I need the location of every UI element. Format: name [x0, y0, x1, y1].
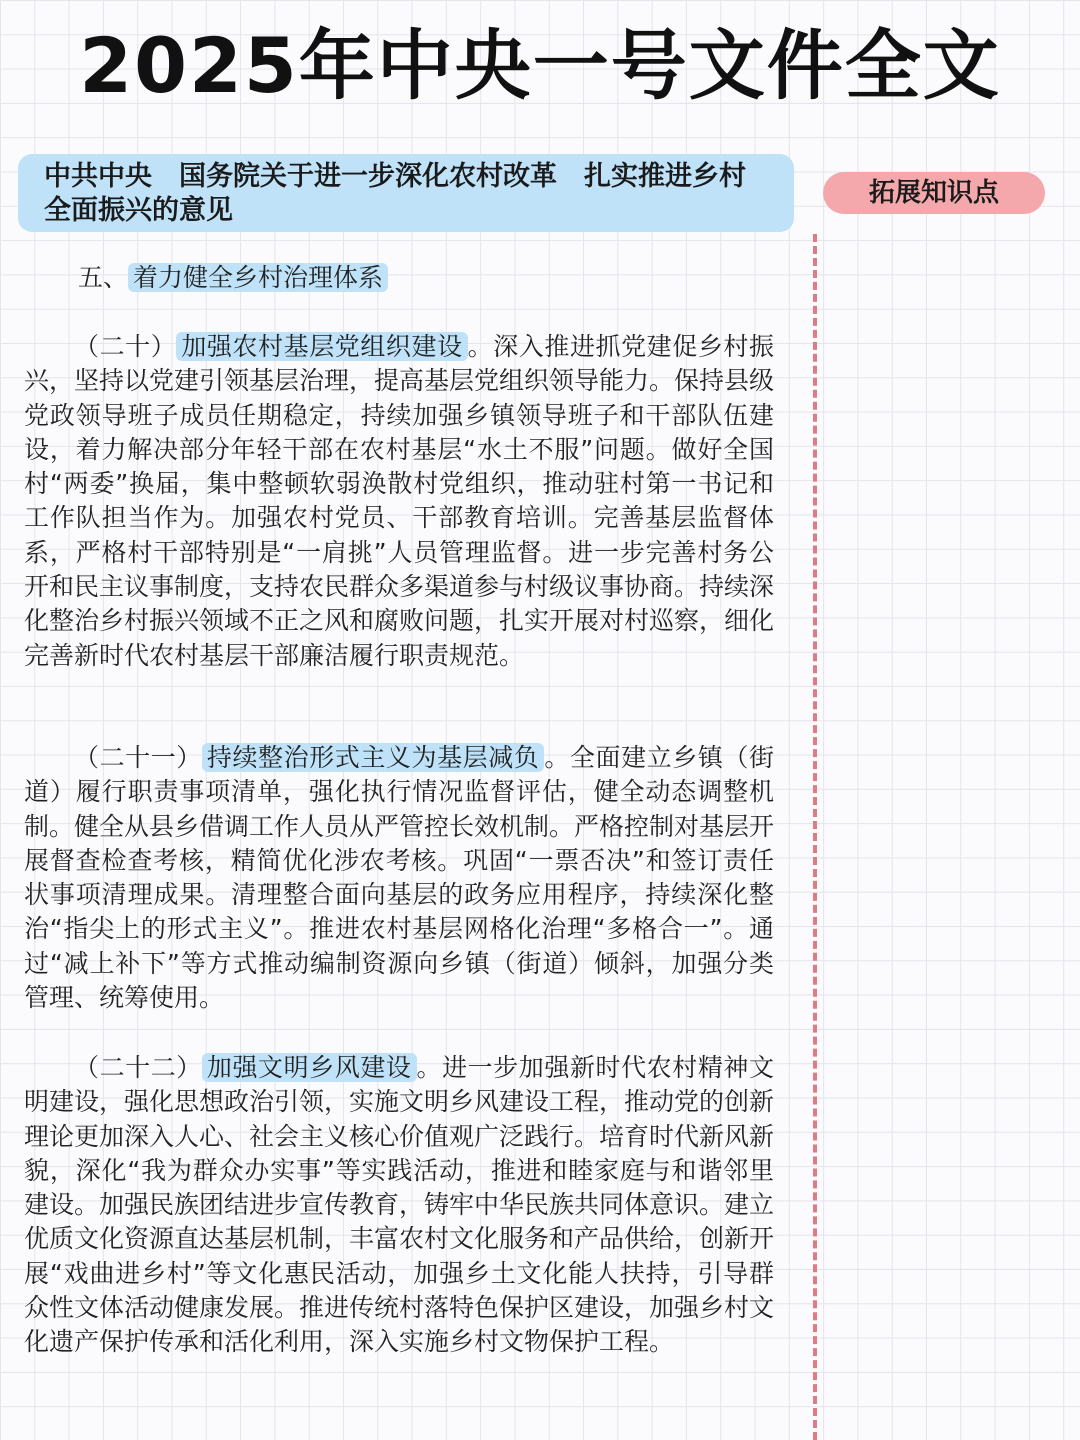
section-prefix: 五、 [78, 263, 129, 292]
paragraph-22 [24, 1051, 774, 1360]
dashed-divider [813, 234, 817, 1440]
paragraph-number: （二十一） [74, 743, 202, 772]
paragraph-20 [24, 330, 774, 673]
paragraph-heading-highlight: 加强农村基层党组织建设 [176, 332, 467, 361]
paragraph-body: 。深入推进抓党建促乡村振兴，坚持以党建引领基层治理，提高基层党组织领导能力。保持县级党政领导班子成员任期稳定，持续加强乡镇领导班子和干部队伍建设，着力解决部分年轻干部在农村基层“水土不服”问题。做好全国村“两委”换届，集中整顿软弱涣散村党组织，推动驻村第一书记和工作队担当作为。加强农村党员、干部教育培训。完善基层监督体系，严格村干部特别是“一肩挑”人员管理监督。进一步完善村务公开和民主议事制度，支持农民群众多渠道参与村级议事协商。持续深化整治乡村振兴领域不正之风和腐败问题，扎实开展对村巡察，细化完善新时代农村基层干部廉洁履行职责规范。 [24, 332, 775, 670]
section-title-highlight: 着力健全乡村治理体系 [128, 263, 388, 292]
paragraph-body: 。进一步加强新时代农村精神文明建设，强化思想政治引领，实施文明乡风建设工程，推动党的创新理论更加深入人心、社会主义核心价值观广泛践行。培育时代新风新貌，深化“我为群众办实事”等实践活动，推进和睦家庭与和谐邻里建设。加强民族团结进步宣传教育，铸牢中华民族共同体意识。建立优质文化资源直达基层机制，丰富农村文化服务和产品供给，创新开展“戏曲进乡村”等文化惠民活动，加强乡土文化能人扶持，引导群众性文体活动健康发展。推进传统村落特色保护区建设，加强乡村文化遗产保护传承和活化利用，深入实施乡村文物保护工程。 [24, 1053, 775, 1357]
page-title: 2025年中央一号文件全文 [79, 21, 1001, 110]
paragraph-number: （二十） [74, 332, 177, 361]
paragraph-21 [24, 741, 774, 1015]
document-title-banner: 中共中央 国务院关于进一步深化农村改革 扎实推进乡村全面振兴的意见 [18, 154, 794, 232]
paragraph-body: 。全面建立乡镇（街道）履行职责事项清单，强化执行情况监督评估，健全动态调整机制。健全从县乡借调工作人员从严管控长效机制。严格控制对基层开展督查检查考核，精简优化涉农考核。巩固“一票否决”和签订责任状事项清理成果。清理整合面向基层的政务应用程序，持续深化整治“指尖上的形式主义”。推进农村基层网格化治理“多格合一”。通过“减上补下”等方式推动编制资源向乡镇（街道）倾斜，加强分类管理、统筹使用。 [24, 743, 775, 1013]
paragraph-heading-highlight: 加强文明乡风建设 [202, 1053, 417, 1082]
paragraph-heading-highlight: 持续整治形式主义为基层减负 [202, 743, 544, 772]
paragraph-number: （二十二） [74, 1053, 202, 1082]
extended-knowledge-tag: 拓展知识点 [823, 172, 1045, 214]
section-heading [78, 260, 388, 296]
